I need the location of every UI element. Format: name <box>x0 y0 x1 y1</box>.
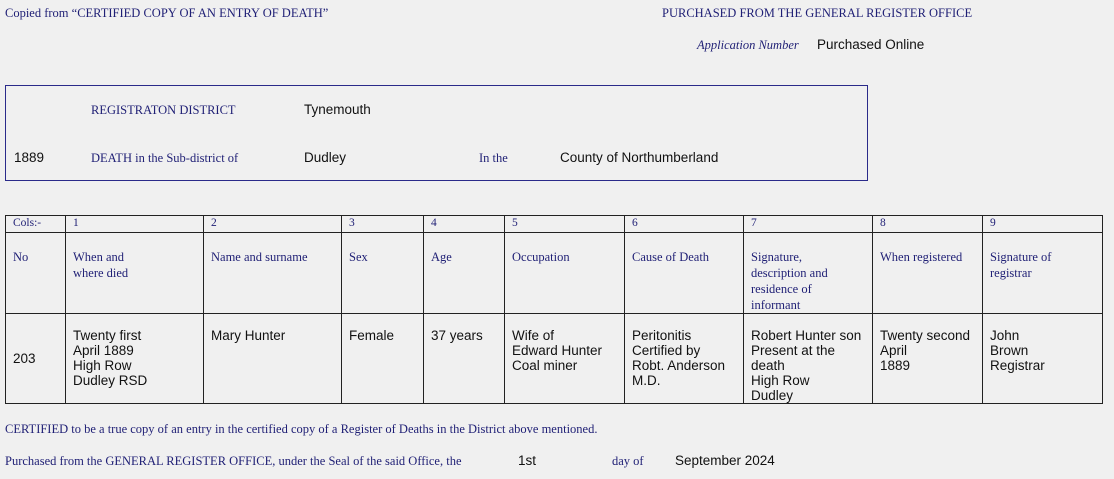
registration-district-label: REGISTRATON DISTRICT <box>91 103 236 117</box>
district-box <box>5 85 868 181</box>
name-surname-cell: Mary Hunter <box>204 314 342 404</box>
copied-from-text: Copied from “CERTIFIED COPY OF AN ENTRY OF DEATH” <box>5 6 329 20</box>
day-of-label: day of <box>612 454 644 468</box>
entry-number-cell: 203 <box>6 314 66 404</box>
in-the-label: In the <box>479 151 508 165</box>
column-number-row <box>6 216 1103 233</box>
day-value: 1st <box>518 453 537 468</box>
registrar-signature-cell: John Brown Registrar <box>983 314 1103 404</box>
purchased-from-text: PURCHASED FROM THE GENERAL REGISTER OFFICE <box>662 6 973 20</box>
header-row <box>6 233 1103 314</box>
column-header: Age <box>424 233 505 314</box>
informant-cell: Robert Hunter son Present at the death High Row Dudley <box>744 314 873 404</box>
col-number: 1 <box>66 216 204 233</box>
occupation-cell: Wife of Edward Hunter Coal miner <box>505 314 625 404</box>
col-number: 9 <box>983 216 1103 233</box>
column-header: When registered <box>873 233 983 314</box>
column-header: When and where died <box>66 233 204 314</box>
col-number: 4 <box>424 216 505 233</box>
column-header: Signature of registrar <box>983 233 1103 314</box>
column-header: No <box>6 233 66 314</box>
application-number-label: Application Number <box>697 38 799 52</box>
col-number: 3 <box>342 216 424 233</box>
when-where-died-cell: Twenty first April 1889 High Row Dudley RSD <box>66 314 204 404</box>
county-value: County of Northumberland <box>560 150 719 165</box>
column-header: Cause of Death <box>625 233 744 314</box>
certified-text: CERTIFIED to be a true copy of an entry in the certified copy of a Register of Deaths in the District above mentioned. <box>5 422 598 436</box>
sex-cell: Female <box>342 314 424 404</box>
col-number: Cols:- <box>6 216 66 233</box>
registration-district-value: Tynemouth <box>304 102 371 117</box>
col-number: 5 <box>505 216 625 233</box>
cause-of-death-cell: Peritonitis Certified by Robt. Anderson M.D. <box>625 314 744 404</box>
column-header: Name and surname <box>204 233 342 314</box>
purchased-text: Purchased from the GENERAL REGISTER OFFICE, under the Seal of the said Office, the <box>5 454 462 468</box>
year-value: 1889 <box>14 150 45 165</box>
age-cell: 37 years <box>424 314 505 404</box>
death-register-table <box>5 215 1103 404</box>
application-number-value: Purchased Online <box>817 37 925 52</box>
month-year-value: September 2024 <box>675 453 775 468</box>
column-header: Occupation <box>505 233 625 314</box>
table-row <box>6 314 1103 404</box>
col-number: 6 <box>625 216 744 233</box>
col-number: 2 <box>204 216 342 233</box>
subdistrict-label: DEATH in the Sub-district of <box>91 151 239 165</box>
when-registered-cell: Twenty second April 1889 <box>873 314 983 404</box>
column-header: Sex <box>342 233 424 314</box>
subdistrict-value: Dudley <box>304 150 347 165</box>
col-number: 7 <box>744 216 873 233</box>
col-number: 8 <box>873 216 983 233</box>
column-header: Signature, description and residence of informant <box>744 233 873 314</box>
